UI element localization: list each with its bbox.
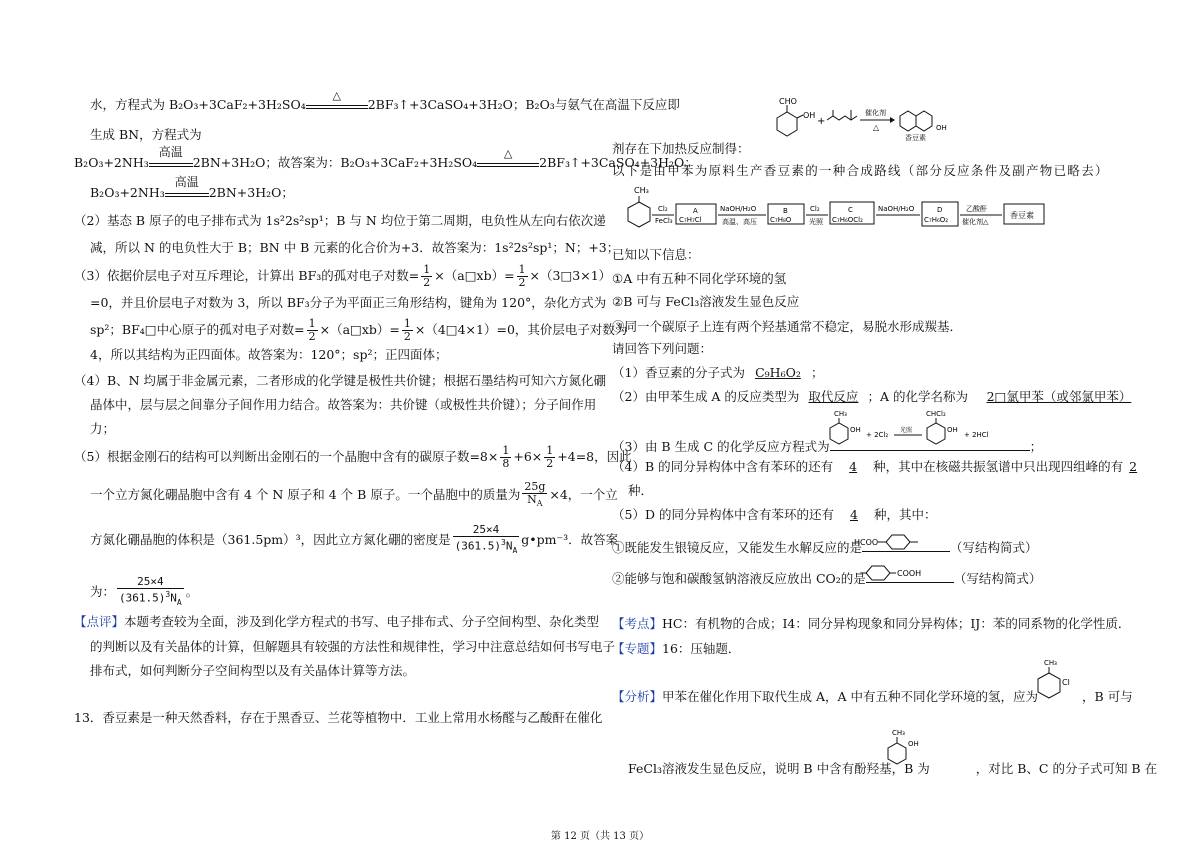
synthesis-route-diagram [622,184,1058,236]
question-13: 13．香豆素是一种天然香料，存在于黑香豆、兰花等植物中．工业上常用水杨醛与乙酸酐在催化 [74,710,603,725]
text-line: （5）根据金刚石的结构可以判断出金刚石的一个晶胞中含有的碳原子数=8× $\frac{1}{8}$ +6× $\frac{1}{2}$ +4=8，因此 [74,444,632,470]
fraction: $\frac{1}{2}$ [308,317,316,343]
svg-text:Cl₂: Cl₂ [658,205,668,213]
condition-arrow: 高温 [149,155,193,167]
fraction: $\frac{25\times 4}{(361.5)^3N_A}$ [454,523,518,555]
svg-text:△: △ [873,123,880,132]
svg-text:OH: OH [936,124,947,132]
svg-text:香豆素: 香豆素 [905,134,926,142]
fraction: $\frac{25g}{N_A}$ [524,480,546,509]
svg-text:D: D [937,206,943,214]
text-line: ②B 可与 FeCl₃溶液发生显色反应 [612,294,800,309]
svg-text:催化剂: 催化剂 [865,109,886,117]
svg-text:高温、高压: 高温、高压 [722,218,757,226]
svg-text:OH: OH [947,426,958,434]
fraction: $\frac{1}{2}$ [423,263,431,289]
svg-text:Cl: Cl [1062,678,1070,687]
svg-text:乙酸酐: 乙酸酐 [966,205,987,213]
svg-text:HCOO: HCOO [854,538,879,547]
svg-text:C: C [848,206,853,214]
text-line: 减，所以 N 的电负性大于 B；BN 中 B 元素的化合价为+3．故答案为：1s²2s²sp¹；N；+3； [90,240,620,255]
svg-text:OH: OH [803,111,816,120]
svg-text:催化剂△: 催化剂△ [962,218,989,226]
text-line: 剂存在下加热反应制得： [612,141,750,156]
svg-text:CHO: CHO [779,97,797,106]
svg-text:+ 2HCl: + 2HCl [964,431,989,439]
svg-text:NaOH/H₂O: NaOH/H₂O [720,205,757,213]
condition-arrow: 高温 [165,185,209,197]
text-line: 方氮化硼晶胞的体积是（361.5pm）³，因此立方氮化硼的密度是 $\frac{25\times 4}{(361.5)^3N_A}$ g•pm⁻³．故答案 [90,523,619,555]
text-line: 一个立方氮化硼晶胞中含有 4 个 N 原子和 4 个 B 原子。一个晶胞中的质量为 $\frac{25g}{N_A}$ ×4，一个立 [90,480,618,509]
text-line: 生成 BN，方程式为 [90,127,202,142]
answer-4: （4）B 的同分异构体中含有苯环的还有 4 种，其中在核磁共振氢谱中只出现四组峰的有 2 [612,459,1138,474]
svg-text:+ 2Cl₂: + 2Cl₂ [866,431,889,439]
svg-text:COOH: COOH [897,569,922,578]
b-to-c-equation [826,408,1026,452]
condition-arrow: △ [477,155,539,167]
formate-ester-structure [852,530,932,554]
comment-tag: 【点评】 [74,614,125,629]
salicylaldehyde-reaction-scheme [755,96,955,140]
svg-text:CH₃: CH₃ [892,729,905,737]
svg-text:C₇H₈O: C₇H₈O [770,216,792,224]
page-footer: 第 12 页（共 13 页） [550,831,650,842]
fraction: $\frac{1}{2}$ [546,444,554,470]
kaodian: 【考点】HC：有机物的合成；I4：同分异构现象和同分异构体；IJ：苯的同系物的化学性质． [612,616,1131,631]
answer-1: （1）香豆素的分子式为 C₉H₆O₂ ； [612,365,824,380]
svg-text:光照: 光照 [809,218,823,226]
condition-arrow: △ [306,97,368,109]
text-line: 为： $\frac{25\times 4}{(361.5)^3N_A}$ 。 [90,575,199,607]
benzoic-acid-structure [856,561,936,585]
text-line: ③同一个碳原子上连有两个羟基通常不稳定，易脱水形成羰基． [612,319,963,334]
answer-5: （5）D 的同分异构体中含有苯环的还有 4 种，其中： [612,507,937,522]
fenxi: 【分析】甲苯在催化作用下取代生成 A，A 中有五种不同化学环境的氢，应为 ，B 可与 [612,689,1133,704]
svg-text:C₇H₆OCl₂: C₇H₆OCl₂ [832,216,863,224]
text-line: 4，所以其结构为正四面体。故答案为：120°；sp²；正四面体； [90,347,448,362]
text-line: 水，方程式为 B₂O₃+3CaF₂+3H₂SO₄ △ 2BF₃↑+3CaSO₄+3H₂O；B₂O₃与氨气在高温下反应即 [90,89,680,112]
svg-text:C₇H₆O₂: C₇H₆O₂ [924,216,949,224]
o-cresol-structure [886,726,936,772]
answer-5-1: ①既能发生银镜反应，又能发生水解反应的是 （写结构简式） [612,537,1038,557]
text-line: 已知以下信息： [612,247,700,262]
text-line: （2）基态 B 原子的电子排布式为 1s²2s²sp¹；B 与 N 均位于第二周期，电负性从左向右依次递 [74,213,606,228]
fraction: $\frac{25\times 4}{(361.5)^3N_A}$ [119,575,182,607]
svg-text:CH₃: CH₃ [634,186,649,195]
text-line: B₂O₃+2NH₃ 高温 2BN+3H₂O； [90,175,294,200]
svg-text:光照: 光照 [900,427,913,434]
svg-text:B: B [783,207,788,215]
svg-text:FeCl₃: FeCl₃ [655,217,673,225]
text-line: 力； [90,421,116,436]
text-line: 以下是由甲苯为原料生产香豆素的一种合成路线（部分反应条件及副产物已略去） [612,163,1109,178]
fraction: $\frac{1}{8}$ [502,444,510,470]
svg-text:A: A [693,207,698,215]
fraction: $\frac{1}{2}$ [403,317,411,343]
svg-text:OH: OH [908,740,919,748]
text-line: 请回答下列问题： [612,341,713,356]
text-line: 晶体中，层与层之间靠分子间作用力结合。故答案为：共价键（或极性共价键）；分子间作用 [90,397,597,412]
svg-text:CH₃: CH₃ [1044,659,1057,667]
svg-text:OH: OH [850,426,861,434]
answer-3: （3）由 B 生成 C 的化学反应方程式为 ； [612,436,1042,456]
fraction: $\frac{1}{2}$ [518,263,526,289]
svg-text:CHCl₂: CHCl₂ [926,410,946,418]
text-line: 种． [628,483,654,498]
text-line: 【点评】本题考查较为全面，涉及到化学方程式的书写、电子排布式、分子空间构型、杂化类型 [74,614,600,629]
svg-text:CH₃: CH₃ [834,410,847,418]
text-line: B₂O₃+2NH₃ 高温 2BN+3H₂O；故答案为：B₂O₃+3CaF₂+3H₂SO₄ △ 2BF₃↑+3CaSO₄+3H₂O； [74,145,697,170]
svg-text:NaOH/H₂O: NaOH/H₂O [878,205,915,213]
answer-5-2: ②能够与饱和碳酸氢钠溶液反应放出 CO₂的是 （写结构简式） [612,568,1041,588]
text-line: （3）依据价层电子对互斥理论，计算出 BF₃的孤对电子对数= $\frac{1}{2}$ ×（a□xb）= $\frac{1}{2}$ ×（3□3×1） [74,263,612,289]
text-line: FeCl₃溶液发生显色反应，说明 B 中含有酚羟基，B 为 ，对比 B、C 的分子式可知 B 在 [628,761,1158,776]
text-line: sp²；BF₄□中心原子的孤对电子对数= $\frac{1}{2}$ ×（a□xb）= $\frac{1}{2}$ ×（4□4×1）=0，其价层电子对数为 [90,317,628,343]
svg-text:Cl₂: Cl₂ [810,205,820,213]
svg-text:C₇H₇Cl: C₇H₇Cl [679,216,702,224]
text-line: （4）B、N 均属于非金属元素，二者形成的化学键是极性共价键；根据石墨结构可知六方氮化硼 [74,373,607,388]
svg-text:+: + [817,116,826,127]
text-line: 的判断以及有关晶体的计算，但解题具有较强的方法性和规律性，学习中注意总结如何书写电子 [90,639,616,654]
svg-text:香豆素: 香豆素 [1010,211,1034,220]
2-chlorotoluene-structure [1030,656,1080,704]
text-line: 排布式，如何判断分子空间构型以及有关晶体计算等方法。 [90,663,416,678]
text-line: ①A 中有五种不同化学环境的氢 [612,271,787,286]
text-line: =0，并且价层电子对数为 3，所以 BF₃分子为平面正三角形结构，键角为 120°，杂化方式为 [90,295,607,310]
answer-2: （2）由甲苯生成 A 的反应类型为 取代反应 ；A 的化学名称为 2□氯甲苯（或邻氯甲苯） [612,389,1132,404]
zhuanti: 【专题】16：压轴题． [612,641,741,656]
